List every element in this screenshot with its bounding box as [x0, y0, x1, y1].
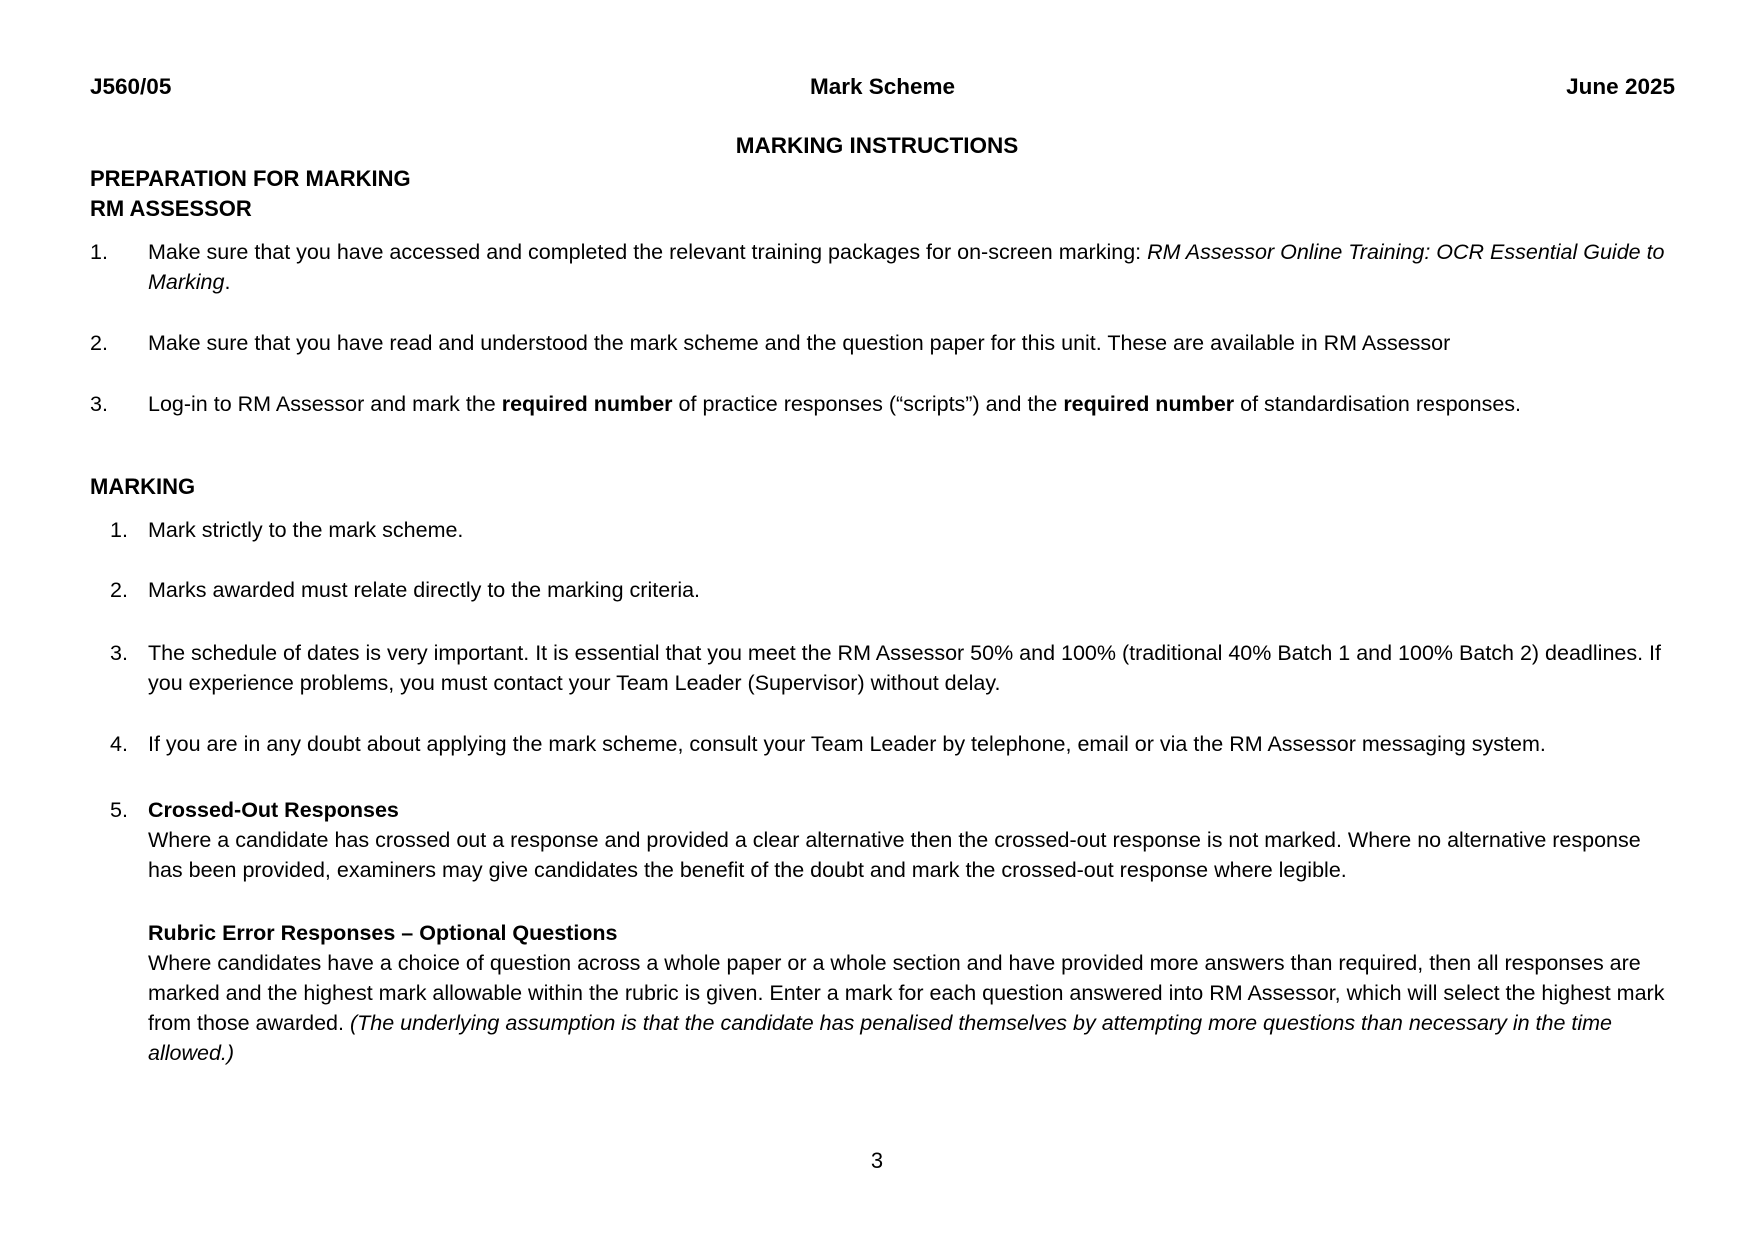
preparation-item	[90, 328, 1680, 358]
item-text: Marks awarded must relate directly to the marking criteria.	[148, 578, 701, 602]
item-number: 2.	[90, 331, 108, 355]
preparation-item	[90, 389, 1680, 419]
item-number: 1.	[110, 518, 128, 542]
item-text: The schedule of dates is very important. It is essential that you meet the RM Assessor 50% and 100% (traditional 40% Batch 1 and 100% Batch 2) deadlines. If you experience problems, you must contact your Team Leader (Supervisor) without delay.	[148, 641, 1661, 695]
item-number: 2.	[110, 578, 128, 602]
item-text: Log-in to RM Assessor and mark the required number of practice responses (“scripts”) and the required number of standardisation responses.	[148, 392, 1521, 416]
item-text: If you are in any doubt about applying the mark scheme, consult your Team Leader by telephone, email or via the RM Assessor messaging system.	[148, 732, 1546, 756]
paper-code: J560/05	[90, 74, 172, 99]
item-number: 1.	[90, 240, 108, 264]
item-text: Make sure that you have accessed and completed the relevant training packages for on-screen marking: RM Assessor Online Training: OCR Essential Guide to Marking.	[148, 240, 1665, 294]
item-number: 3.	[110, 641, 128, 665]
marking-item	[90, 638, 1680, 698]
page-number: 3	[870, 1148, 884, 1173]
page-header	[90, 74, 1675, 106]
preparation-item	[90, 237, 1680, 297]
item-number: 4.	[110, 732, 128, 756]
marking-item	[90, 575, 1680, 605]
document-title: Mark Scheme	[809, 74, 956, 99]
document-date: June 2025	[1566, 74, 1675, 99]
marking-item	[90, 515, 1680, 545]
section-title: MARKING INSTRUCTIONS	[735, 133, 1019, 158]
rubric-block	[148, 918, 1680, 1068]
marking-item	[90, 729, 1680, 759]
rubric-title: Rubric Error Responses – Optional Questions	[148, 921, 618, 945]
item-number: 3.	[90, 392, 108, 416]
rubric-note: (The underlying assumption is that the candidate has penalised themselves by attempting more questions than necessary in the time allowed.)	[148, 1011, 1613, 1065]
item-text: Mark strictly to the mark scheme.	[148, 518, 464, 542]
rm-assessor-subheading: RM ASSESSOR	[90, 196, 252, 221]
item-text: Make sure that you have read and understood the mark scheme and the question paper for this unit. These are available in RM Assessor	[148, 331, 1451, 355]
preparation-heading: PREPARATION FOR MARKING	[90, 166, 411, 191]
rubric-text: Where candidates have a choice of question across a whole paper or a whole section and have provided more answers than required, then all responses are marked and the highest mark allowable within the rubric is given. Enter a mark for each question answered into RM Assessor, which will select the highest mark from those awarded. (The underlying assumption is that the candidate has penalised themselves by attempting more questions than necessary in the time allowed.)	[148, 951, 1665, 1065]
marking-item	[90, 795, 1680, 885]
training-reference: RM Assessor Online Training: OCR Essential Guide to Marking	[148, 240, 1665, 294]
crossed-out-title: Crossed-Out Responses	[148, 798, 399, 822]
crossed-out-text: Where a candidate has crossed out a response and provided a clear alternative then the crossed-out response is not marked. Where no alternative response has been provided, examiners may give candidates the benefit of the doubt and mark the crossed-out response where legible.	[148, 828, 1641, 882]
marking-heading: MARKING	[90, 474, 196, 499]
item-number: 5.	[110, 798, 128, 822]
